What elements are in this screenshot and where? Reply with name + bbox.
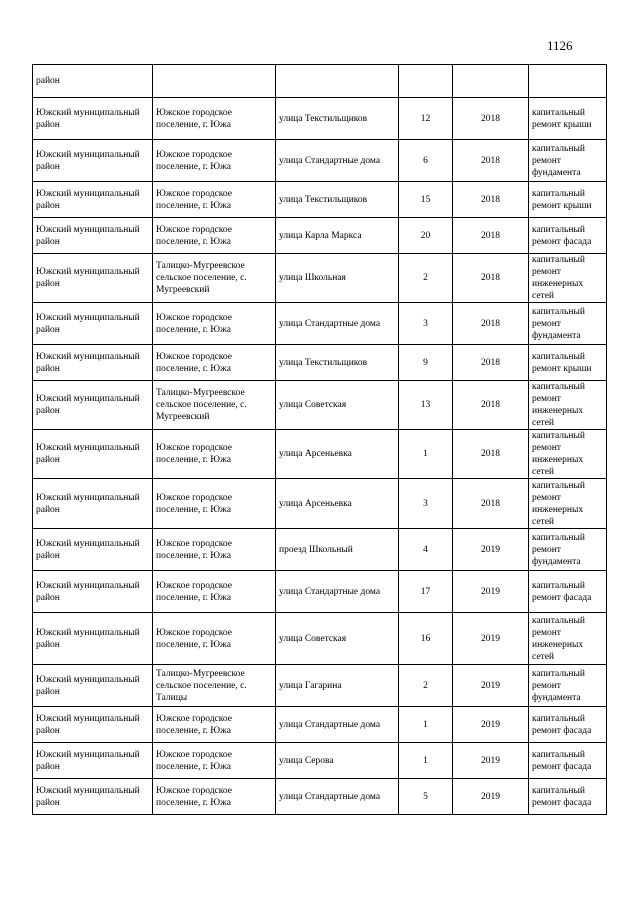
cell-house-number: 3 — [399, 303, 453, 345]
cell-settlement: Южское городское поселение, г. Южа — [153, 218, 276, 254]
cell-settlement: Талицко-Мугреевское сельское поселение, с. Мугреевский — [153, 254, 276, 303]
cell-settlement: Южское городское поселение, г. Южа — [153, 707, 276, 743]
cell-settlement: Южское городское поселение, г. Южа — [153, 479, 276, 529]
cell-year: 2019 — [453, 571, 529, 613]
table-row — [33, 430, 607, 479]
cell-settlement: Южское городское поселение, г. Южа — [153, 140, 276, 182]
cell-settlement — [153, 65, 276, 98]
cell-street: улица Арсеньевка — [276, 430, 399, 479]
cell-settlement: Южское городское поселение, г. Южа — [153, 571, 276, 613]
cell-settlement: Южское городское поселение, г. Южа — [153, 743, 276, 779]
cell-house-number: 1 — [399, 743, 453, 779]
cell-settlement: Южское городское поселение, г. Южа — [153, 529, 276, 571]
cell-year: 2018 — [453, 98, 529, 140]
table-row — [33, 182, 607, 218]
cell-year: 2018 — [453, 303, 529, 345]
cell-year: 2018 — [453, 218, 529, 254]
cell-work-type: капитальный ремонт фасада — [529, 218, 607, 254]
cell-work-type: капитальный ремонт инженерных сетей — [529, 430, 607, 479]
table-body — [33, 65, 607, 815]
cell-house-number: 12 — [399, 98, 453, 140]
cell-year: 2018 — [453, 430, 529, 479]
cell-street: улица Текстильщиков — [276, 182, 399, 218]
cell-street: улица Текстильщиков — [276, 98, 399, 140]
cell-house-number: 1 — [399, 707, 453, 743]
cell-settlement: Талицко-Мугреевское сельское поселение, с. Мугреевский — [153, 381, 276, 430]
table-row — [33, 140, 607, 182]
cell-house-number: 3 — [399, 479, 453, 529]
cell-street: улица Стандартные дома — [276, 707, 399, 743]
cell-year: 2018 — [453, 254, 529, 303]
cell-house-number: 17 — [399, 571, 453, 613]
table-row — [33, 529, 607, 571]
cell-house-number: 2 — [399, 254, 453, 303]
cell-street — [276, 65, 399, 98]
cell-settlement: Южское городское поселение, г. Южа — [153, 303, 276, 345]
cell-house-number: 6 — [399, 140, 453, 182]
cell-district: Южский муниципальный район — [33, 779, 153, 815]
cell-house-number: 20 — [399, 218, 453, 254]
cell-work-type: капитальный ремонт инженерных сетей — [529, 479, 607, 529]
cell-work-type: капитальный ремонт фасада — [529, 779, 607, 815]
cell-work-type: капитальный ремонт крыши — [529, 98, 607, 140]
cell-district: Южский муниципальный район — [33, 218, 153, 254]
cell-year — [453, 65, 529, 98]
cell-year: 2019 — [453, 665, 529, 707]
page-number: 1126 — [547, 38, 573, 53]
table-row — [33, 479, 607, 529]
table-row — [33, 707, 607, 743]
cell-work-type: капитальный ремонт крыши — [529, 182, 607, 218]
cell-house-number: 1 — [399, 430, 453, 479]
table-row — [33, 98, 607, 140]
cell-work-type: капитальный ремонт инженерных сетей — [529, 254, 607, 303]
cell-settlement: Южское городское поселение, г. Южа — [153, 613, 276, 665]
table-row — [33, 303, 607, 345]
cell-year: 2018 — [453, 381, 529, 430]
cell-work-type: капитальный ремонт фасада — [529, 743, 607, 779]
cell-street: улица Стандартные дома — [276, 140, 399, 182]
cell-district: Южский муниципальный район — [33, 345, 153, 381]
table-row — [33, 779, 607, 815]
cell-district: Южский муниципальный район — [33, 665, 153, 707]
table-row — [33, 65, 607, 98]
cell-district: Южский муниципальный район — [33, 743, 153, 779]
cell-street: улица Карла Маркса — [276, 218, 399, 254]
cell-work-type: капитальный ремонт крыши — [529, 345, 607, 381]
cell-year: 2019 — [453, 743, 529, 779]
table-row — [33, 218, 607, 254]
cell-street: улица Текстильщиков — [276, 345, 399, 381]
cell-work-type: капитальный ремонт фасада — [529, 707, 607, 743]
cell-district: Южский муниципальный район — [33, 613, 153, 665]
table-row — [33, 381, 607, 430]
cell-year: 2018 — [453, 345, 529, 381]
cell-district: Южский муниципальный район — [33, 707, 153, 743]
cell-district: Южский муниципальный район — [33, 430, 153, 479]
cell-house-number: 5 — [399, 779, 453, 815]
cell-year: 2018 — [453, 182, 529, 218]
cell-street: проезд Школьный — [276, 529, 399, 571]
cell-street: улица Советская — [276, 381, 399, 430]
cell-street: улица Гагарина — [276, 665, 399, 707]
cell-work-type: капитальный ремонт фундамента — [529, 303, 607, 345]
cell-house-number: 16 — [399, 613, 453, 665]
cell-year: 2019 — [453, 707, 529, 743]
cell-settlement: Талицко-Мугреевское сельское поселение, с. Талицы — [153, 665, 276, 707]
cell-settlement: Южское городское поселение, г. Южа — [153, 98, 276, 140]
cell-district: Южский муниципальный район — [33, 529, 153, 571]
cell-work-type — [529, 65, 607, 98]
cell-work-type: капитальный ремонт фундамента — [529, 140, 607, 182]
cell-work-type: капитальный ремонт фундамента — [529, 529, 607, 571]
cell-settlement: Южское городское поселение, г. Южа — [153, 345, 276, 381]
cell-work-type: капитальный ремонт инженерных сетей — [529, 381, 607, 430]
cell-house-number: 9 — [399, 345, 453, 381]
cell-street: улица Стандартные дома — [276, 303, 399, 345]
cell-settlement: Южское городское поселение, г. Южа — [153, 779, 276, 815]
cell-district: Южский муниципальный район — [33, 381, 153, 430]
table-row — [33, 254, 607, 303]
cell-district: район — [33, 65, 153, 98]
cell-district: Южский муниципальный район — [33, 254, 153, 303]
cell-year: 2019 — [453, 779, 529, 815]
cell-work-type: капитальный ремонт инженерных сетей — [529, 613, 607, 665]
housing-repair-table — [32, 64, 607, 815]
cell-house-number — [399, 65, 453, 98]
cell-house-number: 2 — [399, 665, 453, 707]
cell-work-type: капитальный ремонт фундамента — [529, 665, 607, 707]
cell-street: улица Стандартные дома — [276, 779, 399, 815]
cell-street: улица Арсеньевка — [276, 479, 399, 529]
table-row — [33, 345, 607, 381]
cell-settlement: Южское городское поселение, г. Южа — [153, 182, 276, 218]
cell-district: Южский муниципальный район — [33, 98, 153, 140]
cell-work-type: капитальный ремонт фасада — [529, 571, 607, 613]
cell-house-number: 4 — [399, 529, 453, 571]
cell-district: Южский муниципальный район — [33, 182, 153, 218]
table-row — [33, 743, 607, 779]
cell-house-number: 15 — [399, 182, 453, 218]
cell-street: улица Советская — [276, 613, 399, 665]
cell-year: 2018 — [453, 140, 529, 182]
cell-street: улица Серова — [276, 743, 399, 779]
cell-street: улица Стандартные дома — [276, 571, 399, 613]
cell-year: 2018 — [453, 479, 529, 529]
table-row — [33, 665, 607, 707]
cell-year: 2019 — [453, 529, 529, 571]
cell-house-number: 13 — [399, 381, 453, 430]
cell-district: Южский муниципальный район — [33, 303, 153, 345]
table-row — [33, 613, 607, 665]
cell-street: улица Школьная — [276, 254, 399, 303]
cell-year: 2019 — [453, 613, 529, 665]
cell-district: Южский муниципальный район — [33, 479, 153, 529]
cell-district: Южский муниципальный район — [33, 140, 153, 182]
table-row — [33, 571, 607, 613]
cell-settlement: Южское городское поселение, г. Южа — [153, 430, 276, 479]
cell-district: Южский муниципальный район — [33, 571, 153, 613]
